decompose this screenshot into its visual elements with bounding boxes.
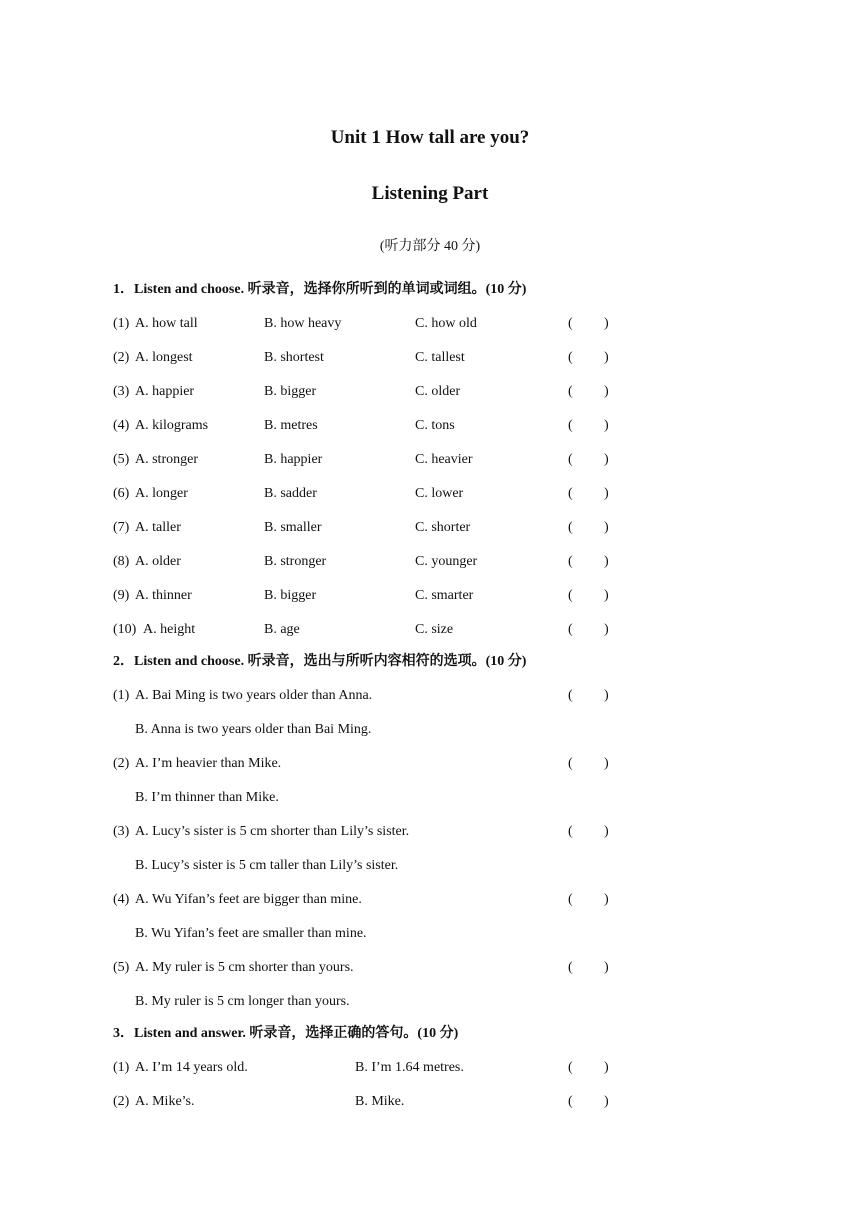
question-row [113,518,553,538]
question-number: (1) [113,316,130,331]
section2-heading [113,652,526,672]
answer-bracket [568,620,616,640]
answer-bracket [568,958,616,978]
bracket-open: ( [568,452,573,467]
bracket-open: ( [568,824,573,839]
option-c: C. older [415,384,461,399]
option-a: A. My ruler is 5 cm shorter than yours. [135,960,354,975]
bracket-open: ( [568,756,573,771]
bracket-close: ) [604,588,609,603]
question-row [113,382,553,402]
question-row [113,822,553,842]
question-row [113,314,553,334]
option-b: B. bigger [264,384,317,399]
bracket-close: ) [604,1060,609,1075]
option-a: A. thinner [135,588,192,603]
option-b: B. age [264,622,300,637]
page-subtitle: Listening Part [371,183,489,204]
section3-heading-cn: 听录音，选择正确的答句。(10 分) [249,1026,459,1041]
question-number: (7) [113,520,130,535]
answer-bracket [568,518,616,538]
score-note: (听力部分 40 分) [379,239,481,254]
option-b: B. Wu Yifan’s feet are smaller than mine. [135,926,367,941]
bracket-open: ( [568,554,573,569]
option-b: B. stronger [264,554,327,569]
question-number: (6) [113,486,130,501]
question-number: (9) [113,588,130,603]
option-b: B. Anna is two years older than Bai Ming. [135,722,372,737]
answer-bracket [568,348,616,368]
answer-bracket [568,586,616,606]
question-number: (3) [113,824,130,839]
option-c: C. younger [415,554,478,569]
question-number: (2) [113,1094,130,1109]
bracket-close: ) [604,486,609,501]
option-c: C. smarter [415,588,474,603]
option-b: B. bigger [264,588,317,603]
answer-bracket [568,890,616,910]
question-number: (2) [113,756,130,771]
section2-heading-cn: 听录音，选出与所听内容相符的选项。(10 分) [247,654,527,669]
bracket-open: ( [568,1094,573,1109]
option-c: C. shorter [415,520,471,535]
answer-bracket [568,314,616,334]
question-row [113,348,553,368]
question-number: (8) [113,554,130,569]
section1-heading-cn: 听录音，选择你所听到的单词或词组。(10 分) [247,282,527,297]
option-c: C. how old [415,316,477,331]
question-row [113,484,553,504]
question-row [113,1092,553,1112]
question-row [113,586,553,606]
option-b: B. smaller [264,520,322,535]
question-row [113,754,553,774]
option-a: A. older [135,554,181,569]
question-row [113,552,553,572]
bracket-close: ) [604,892,609,907]
bracket-close: ) [604,452,609,467]
option-c: C. lower [415,486,464,501]
bracket-close: ) [604,824,609,839]
bracket-open: ( [568,588,573,603]
question-number: (4) [113,892,130,907]
bracket-open: ( [568,418,573,433]
option-a: A. Wu Yifan’s feet are bigger than mine. [135,892,362,907]
question-number: (3) [113,384,130,399]
bracket-close: ) [604,316,609,331]
option-c: C. tallest [415,350,465,365]
section1-heading [113,280,526,300]
option-b: B. I’m thinner than Mike. [135,790,279,805]
bracket-open: ( [568,1060,573,1075]
answer-bracket [568,416,616,436]
option-c: C. tons [415,418,455,433]
option-a: A. taller [135,520,181,535]
question-row [113,1058,553,1078]
question-row [113,890,553,910]
option-b: B. happier [264,452,323,467]
section3-heading [113,1024,458,1044]
option-a: A. Lucy’s sister is 5 cm shorter than Lily’s sister. [135,824,410,839]
option-a: A. kilograms [135,418,209,433]
page-title: Unit 1 How tall are you? [330,127,530,148]
question-row [113,958,553,978]
answer-bracket [568,484,616,504]
option-b: B. how heavy [264,316,342,331]
answer-bracket [568,754,616,774]
bracket-close: ) [604,384,609,399]
answer-bracket [568,822,616,842]
option-b: B. Lucy’s sister is 5 cm taller than Lily’s sister. [135,858,399,873]
option-a: A. Mike’s. [135,1094,195,1109]
answer-bracket [568,382,616,402]
bracket-close: ) [604,1094,609,1109]
option-c: C. size [415,622,454,637]
option-a: A. longest [135,350,193,365]
section3-heading-en: 3．Listen and answer. [113,1026,246,1041]
question-row [113,450,553,470]
question-number: (1) [113,688,130,703]
question-row [113,620,553,640]
question-row [113,686,553,706]
option-b: B. shortest [264,350,324,365]
bracket-close: ) [604,688,609,703]
bracket-open: ( [568,622,573,637]
bracket-open: ( [568,486,573,501]
bracket-close: ) [604,960,609,975]
option-a: A. how tall [135,316,198,331]
option-b: B. Mike. [355,1094,405,1109]
bracket-close: ) [604,756,609,771]
bracket-open: ( [568,520,573,535]
bracket-open: ( [568,892,573,907]
answer-bracket [568,1058,616,1078]
bracket-close: ) [604,418,609,433]
bracket-open: ( [568,316,573,331]
question-row [113,416,553,436]
option-a: A. happier [135,384,195,399]
answer-bracket [568,450,616,470]
bracket-open: ( [568,960,573,975]
section1-heading-en: 1．Listen and choose. [113,282,245,297]
answer-bracket [568,552,616,572]
bracket-open: ( [568,384,573,399]
question-number: (10) [113,622,137,637]
option-a: A. stronger [135,452,198,467]
bracket-close: ) [604,350,609,365]
option-b: B. sadder [264,486,317,501]
option-c: C. heavier [415,452,473,467]
question-number: (2) [113,350,130,365]
option-a: A. height [143,622,196,637]
option-b: B. metres [264,418,318,433]
answer-bracket [568,686,616,706]
bracket-close: ) [604,554,609,569]
question-number: (4) [113,418,130,433]
section2-heading-en: 2．Listen and choose. [113,654,245,669]
option-a: A. Bai Ming is two years older than Anna. [135,688,373,703]
bracket-open: ( [568,688,573,703]
question-number: (5) [113,452,130,467]
answer-bracket [568,1092,616,1112]
question-number: (1) [113,1060,130,1075]
option-b: B. I’m 1.64 metres. [355,1060,464,1075]
bracket-close: ) [604,520,609,535]
question-number: (5) [113,960,130,975]
option-a: A. I’m 14 years old. [135,1060,248,1075]
option-a: A. I’m heavier than Mike. [135,756,282,771]
option-b: B. My ruler is 5 cm longer than yours. [135,994,350,1009]
bracket-close: ) [604,622,609,637]
option-a: A. longer [135,486,188,501]
bracket-open: ( [568,350,573,365]
